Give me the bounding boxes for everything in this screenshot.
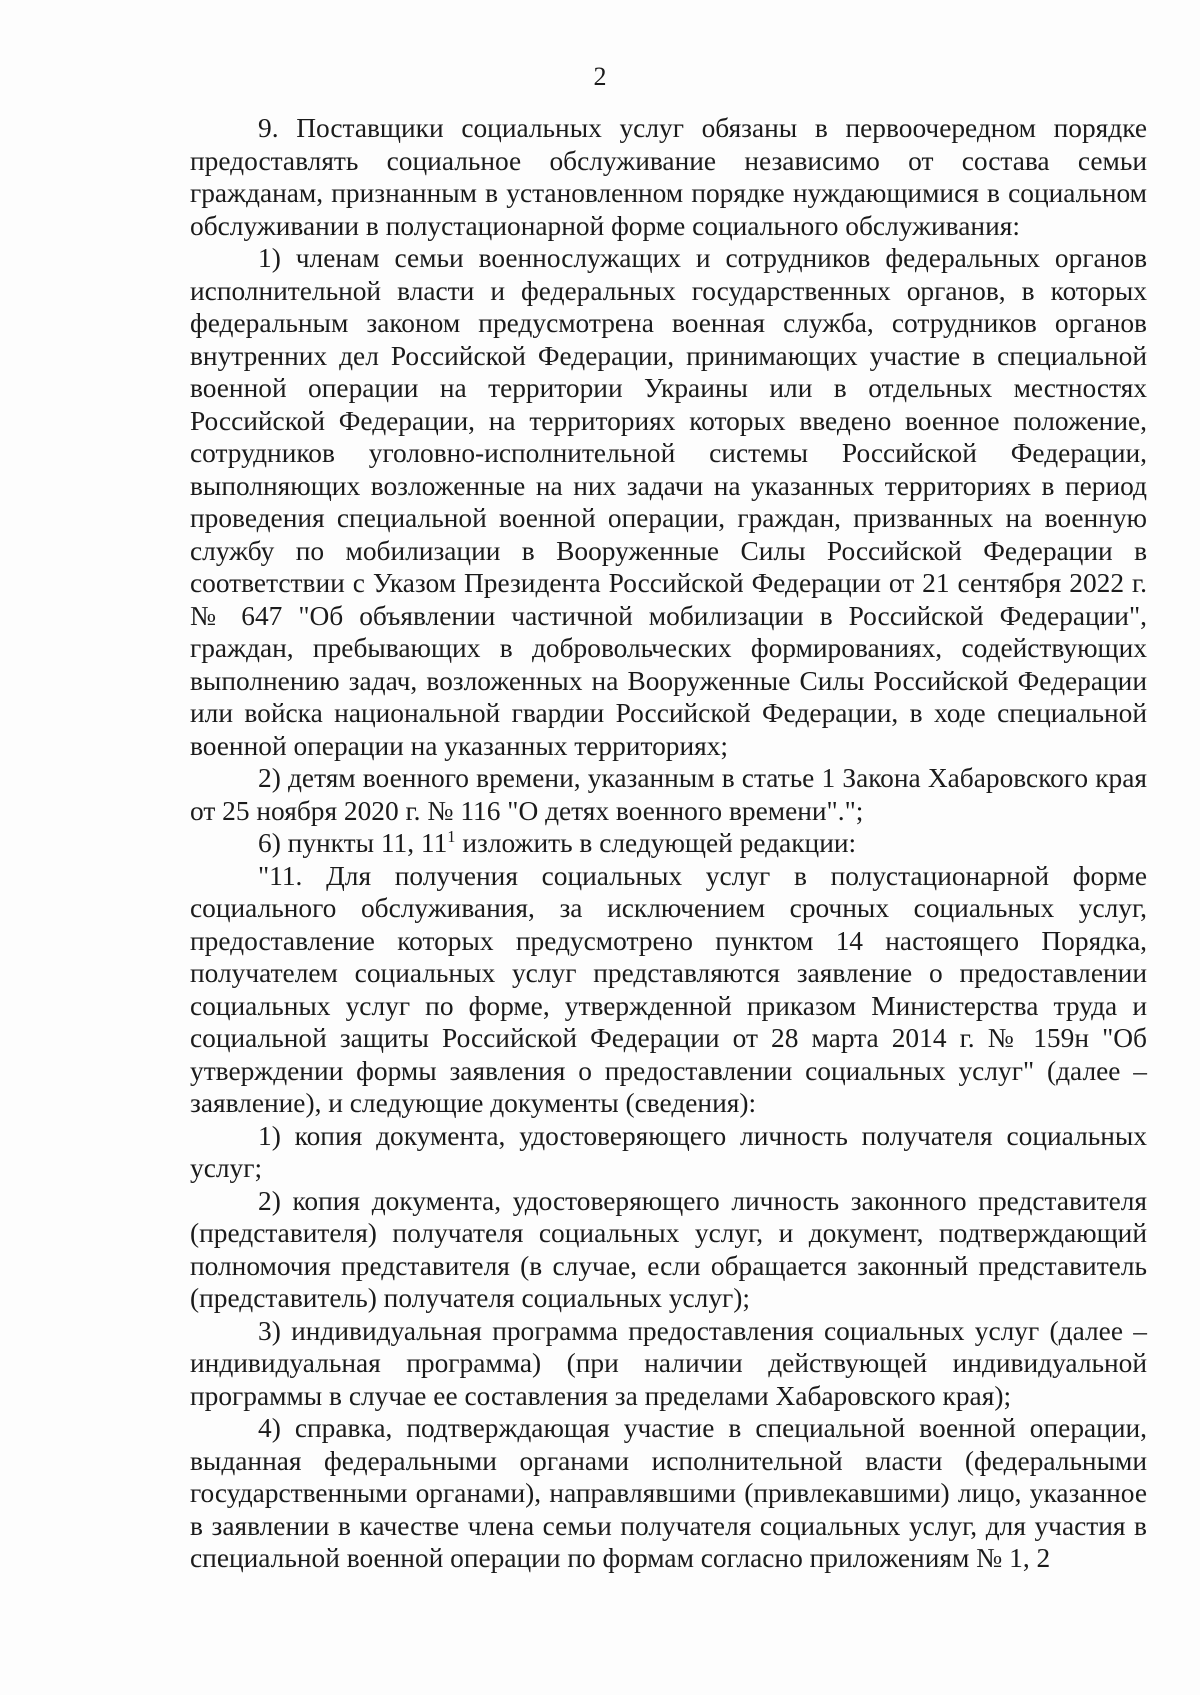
paragraph-11-item-4: 4) справка, подтверждающая участие в специальной военной операции, выданная федеральными органами исполнительной власти (федеральными государственными органами), направлявшими (привлекавшими) лицо, указанное в заявлении в качестве члена семьи получателя социальных услуг, для участия в специальной военной операции по формам согласно приложениям № 1, 2 (190, 1413, 1147, 1573)
paragraph-11-item-1: 1) копия документа, удостоверяющего личность получателя социальных услуг; (190, 1120, 1147, 1183)
paragraph-11-item-2: 2) копия документа, удостоверяющего личность законного представителя (представителя) получателя социальных услуг, и документ, подтверждающий полномочия представителя (в случае, если обращается законный представитель (представитель) получателя социальных услуг); (190, 1185, 1147, 1313)
paragraph-11: "11. Для получения социальных услуг в полустационарной форме социального обслуживания, за исключением срочных социальных услуг, предоставление которых предусмотрено пунктом 14 настоящего Порядка, получателем социальных услуг представляются заявление о предоставлении социальных услуг по форме, утвержденной приказом Министерства труда и социальной защиты Российской Федерации от 28 марта 2014 г. № 159н "Об утверждении формы заявления о предоставлении социальных услуг" (далее – заявление), и следующие документы (сведения): (190, 860, 1147, 1118)
page-number: 2 (593, 62, 607, 91)
paragraph-11-item-3: 3) индивидуальная программа предоставления социальных услуг (далее – индивидуальная программа) (при наличии действующей индивидуальной программы в случае ее составления за пределами Хабаровского края); (190, 1315, 1147, 1411)
item6-superscript: 1 (447, 826, 456, 846)
item6-text-after: изложить в следующей редакции: (455, 828, 857, 858)
paragraph-9-item-2: 2) детям военного времени, указанным в статье 1 Закона Хабаровского края от 25 ноября 2020 г. № 116 "О детях военного времени"."; (190, 763, 1147, 826)
document-body (190, 112, 1147, 1575)
amendment-item-6 (190, 827, 1147, 860)
item6-text-before: 6) пункты 11, 11 (258, 828, 448, 858)
paragraph-9: 9. Поставщики социальных услуг обязаны в первоочередном порядке предоставлять социальное обслуживание независимо от состава семьи гражданам, признанным в установленном порядке нуждающимися в социальном обслуживании в полустационарной форме социального обслуживания: (190, 113, 1147, 241)
paragraph-9-item-1: 1) членам семьи военнослужащих и сотрудников федеральных органов исполнительной власти и федеральных государственных органов, в которых федеральным законом предусмотрена военная служба, сотрудников органов внутренних дел Российской Федерации, принимающих участие в специальной военной операции на территории Украины или в отдельных местностях Российской Федерации, на территориях которых введено военное положение, сотрудников уголовно-исполнительной системы Российской Федерации, выполняющих возложенные на них задачи на указанных территориях в период проведения специальной военной операции, граждан, призванных на военную службу по мобилизации в Вооруженные Силы Российской Федерации в соответствии с Указом Президента Российской Федерации от 21 сентября 2022 г. № 647 "Об объявлении частичной мобилизации в Российской Федерации", граждан, пребывающих в добровольческих формированиях, содействующих выполнению задач, возложенных на Вооруженные Силы Российской Федерации или войска национальной гвардии Российской Федерации, в ходе специальной военной операции на указанных территориях; (190, 243, 1147, 761)
